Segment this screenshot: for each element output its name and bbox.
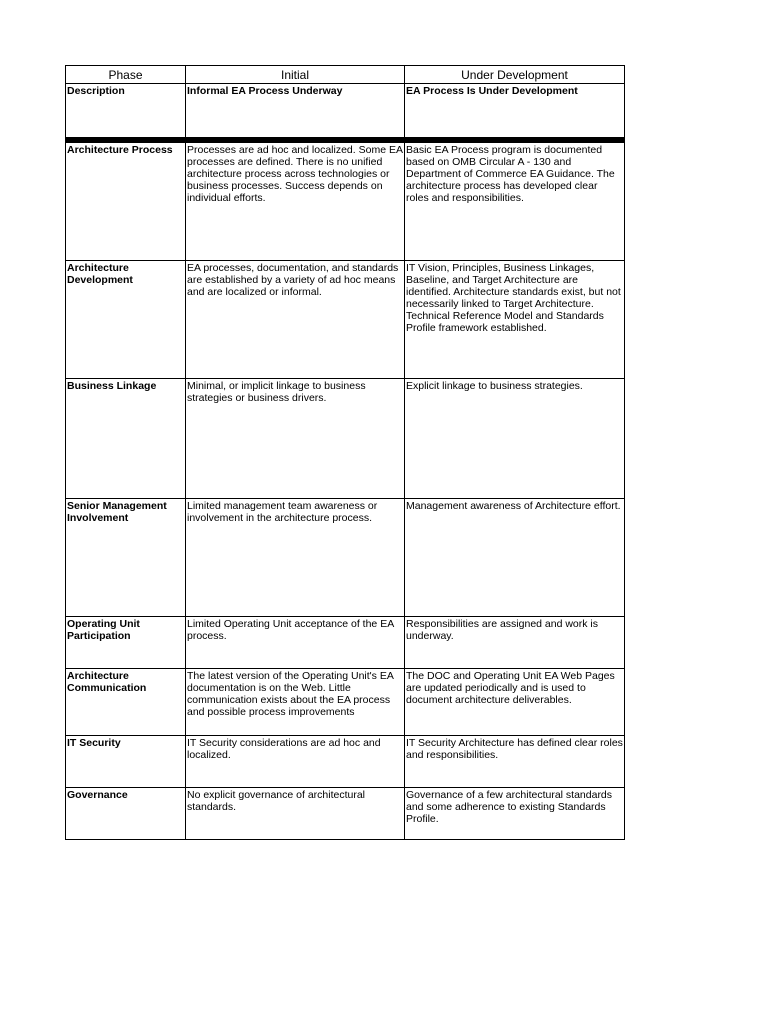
table-row [66, 736, 625, 788]
description-row [66, 84, 625, 138]
header-under-development: Under Development [405, 66, 625, 84]
row-initial: Limited Operating Unit acceptance of the EA process. [186, 617, 405, 669]
header-initial: Initial [186, 66, 405, 84]
row-phase: Architecture Development [66, 261, 186, 379]
header-phase: Phase [66, 66, 186, 84]
description-under-development: EA Process Is Under Development [405, 84, 625, 138]
row-under-development: Management awareness of Architecture effort. [405, 499, 625, 617]
header-row [66, 66, 625, 84]
maturity-table [65, 65, 625, 840]
row-phase: IT Security [66, 736, 186, 788]
row-initial: The latest version of the Operating Unit's EA documentation is on the Web. Little communication exists about the EA process and possible process improvements [186, 669, 405, 736]
row-under-development: Explicit linkage to business strategies. [405, 379, 625, 499]
row-under-development: The DOC and Operating Unit EA Web Pages are updated periodically and is used to document architecture deliverables. [405, 669, 625, 736]
row-phase: Architecture Communication [66, 669, 186, 736]
row-initial: IT Security considerations are ad hoc and localized. [186, 736, 405, 788]
description-phase: Description [66, 84, 186, 138]
row-initial: No explicit governance of architectural standards. [186, 788, 405, 840]
table-row [66, 499, 625, 617]
row-phase: Business Linkage [66, 379, 186, 499]
table-row [66, 143, 625, 261]
row-phase: Senior Management Involvement [66, 499, 186, 617]
row-initial: Minimal, or implicit linkage to business strategies or business drivers. [186, 379, 405, 499]
table-row [66, 669, 625, 736]
row-phase: Operating Unit Participation [66, 617, 186, 669]
row-under-development: Basic EA Process program is documented based on OMB Circular A - 130 and Department of Commerce EA Guidance. The architecture process has developed clear roles and responsibilities. [405, 143, 625, 261]
description-initial: Informal EA Process Underway [186, 84, 405, 138]
row-initial: Processes are ad hoc and localized. Some EA processes are defined. There is no unified architecture process across technologies or business processes. Success depends on individual efforts. [186, 143, 405, 261]
row-under-development: Governance of a few architectural standards and some adherence to existing Standards Profile. [405, 788, 625, 840]
table-row [66, 788, 625, 840]
table-row [66, 379, 625, 499]
row-under-development: IT Security Architecture has defined clear roles and responsibilities. [405, 736, 625, 788]
row-under-development: IT Vision, Principles, Business Linkages, Baseline, and Target Architecture are identified. Architecture standards exist, but not necessarily linked to Target Architecture. Technical Reference Model and Standards Profile framework established. [405, 261, 625, 379]
table-row [66, 261, 625, 379]
row-initial: Limited management team awareness or involvement in the architecture process. [186, 499, 405, 617]
row-under-development: Responsibilities are assigned and work is underway. [405, 617, 625, 669]
table-row [66, 617, 625, 669]
row-initial: EA processes, documentation, and standards are established by a variety of ad hoc means and are localized or informal. [186, 261, 405, 379]
row-phase: Architecture Process [66, 143, 186, 261]
row-phase: Governance [66, 788, 186, 840]
